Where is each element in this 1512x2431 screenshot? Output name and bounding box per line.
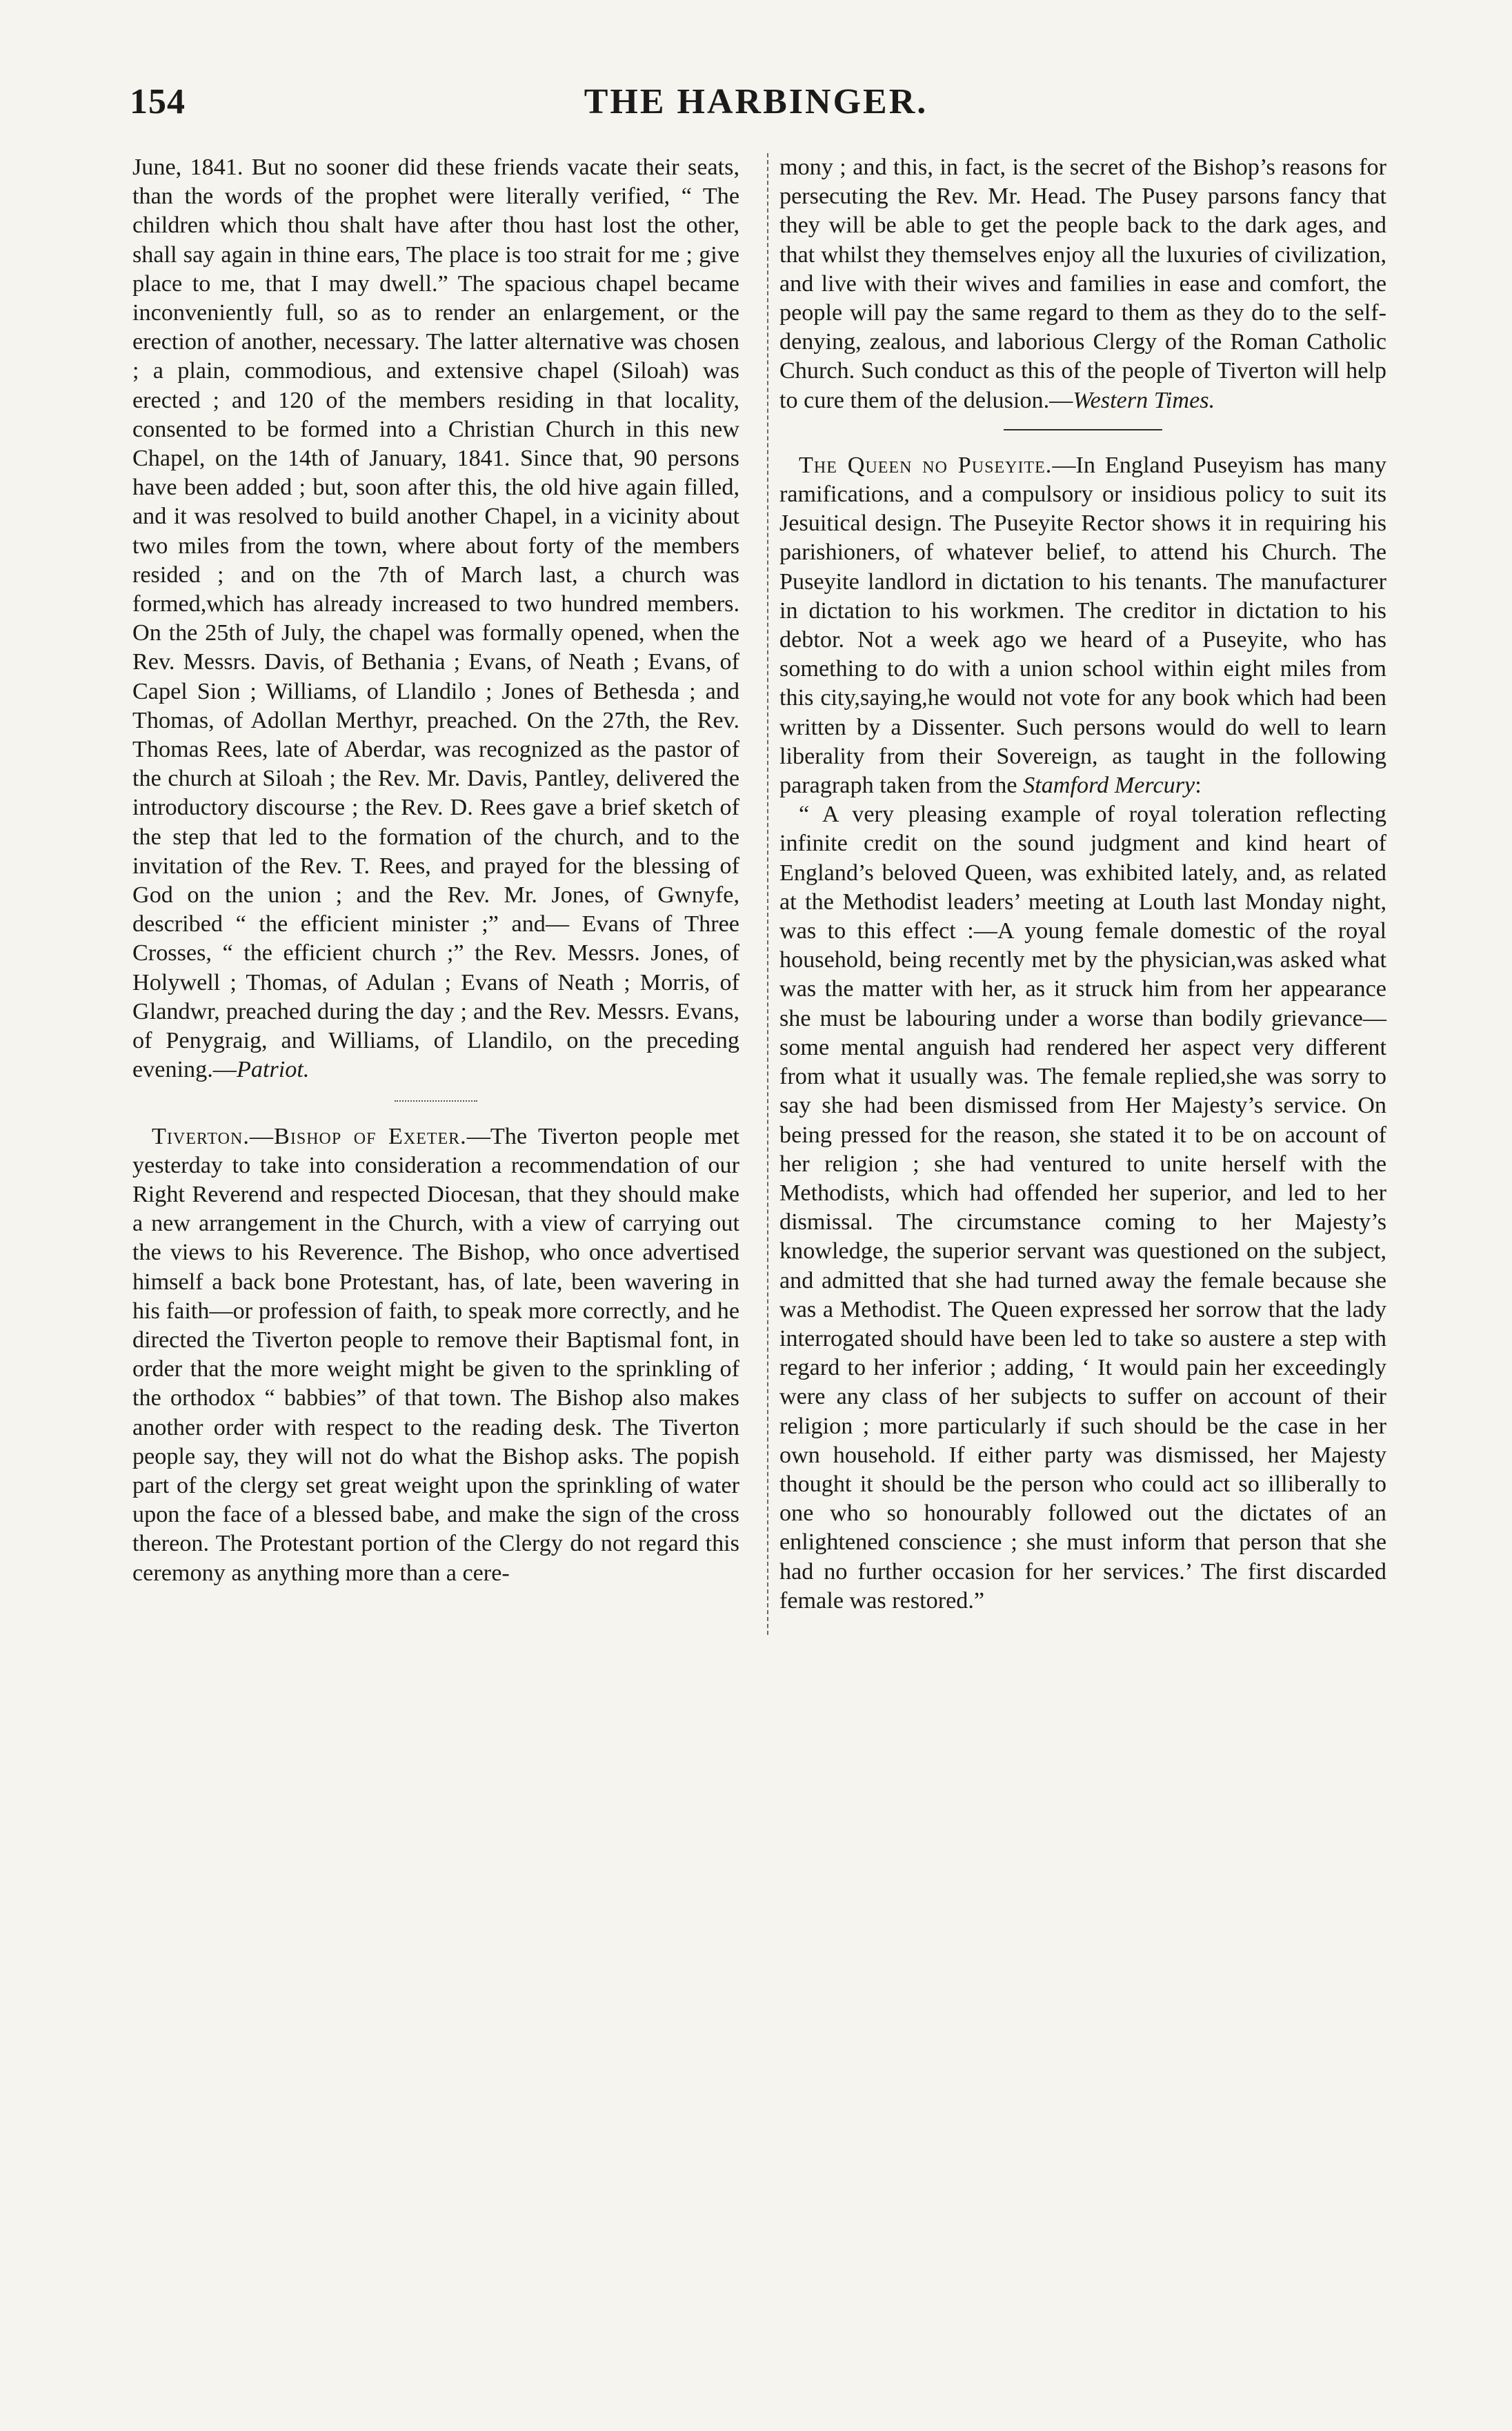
article-text: —The Tiverton people met yesterday to take into consideration a recommendation of our Right Reverend and respected Diocesan, that they should make a new arrangement in the Church, with a view of carrying out the views to his Reverence. The Bishop, who once advertised himself a back bone Protestant, has, of late, been wavering in his faith—or profession of faith, to speak more correctly, and he directed the Tiverton people to remove their Baptismal font, in order that the more weight might be given to the sprinkling of the orthodox “ babbies” of that town. The Bishop also makes another order with respect to the reading desk. The Tiverton people say, they will not do what the Bishop asks. The popish part of the clergy set great weight upon the sprinkling of water upon the face of a blessed babe, and make the sign of the cross thereon. The Protestant portion of the Clergy do not regard this ceremony as anything more than a cere-: [132, 1123, 739, 1586]
article-text: June, 1841. But no sooner did these friends vacate their seats, than the words of the prophet were literally verified, “ The children which thou shalt have after thou hast lost the other, shall say again in thine ears, The place is too strait for me ; give place to me, that I may dwell.” The spacious chapel became inconveniently full, so as to render an enlargement, or the erection of another, necessary. The latter alternative was chosen ; a plain, commodious, and extensive chapel (Siloah) was erected ; and 120 of the members residing in that locality, consented to be formed into a Christian Church in this new Chapel, on the 14th of January, 1841. Since that, 90 persons have been added ; but, soon after this, the old hive again filled, and it was resolved to build another Chapel, in a vicinity about two miles from the town, where about forty of the members resided ; and on the 7th of March last, a church was formed,which has already increased to two hundred members. On the 25th of July, the chapel was formally opened, when the Rev. Messrs. Davis, of Bethania ; Evans, of Neath ; Evans, of Capel Sion ; Williams, of Llandilo ; Jones of Bethesda ; and Thomas, of Adollan Merthyr, preached. On the 27th, the Rev. Thomas Rees, late of Aberdar, was recognized as the pastor of the church at Siloah ; the Rev. Mr. Davis, Pantley, delivered the introductory discourse ; the Rev. D. Rees gave a brief sketch of the step that led to the formation of the church, and to the invitation of the Rev. T. Rees, and prayed for the blessing of God on the union ; and the Rev. Mr. Jones, of Gwnyfe, described “ the efficient minister ;” and— Evans of Three Crosses, “ the efficient church ;” the Rev. Messrs. Jones, of Holywell ; Thomas, of Adulan ; Evans of Neath ; Morris, of Glandwr, preached during the day ; and the Rev. Messrs. Evans, of Penygraig, and Williams, of Llandilo, on the preceding evening.—: [132, 155, 739, 1083]
right-column: [779, 153, 1386, 1616]
page-number: 154: [130, 82, 186, 121]
running-title: THE HARBINGER.: [584, 82, 928, 121]
article-paragraph: [132, 1122, 739, 1588]
article-heading: The Queen no Puseyite.: [799, 452, 1053, 478]
article-paragraph: [132, 153, 739, 1085]
article-paragraph: [779, 153, 1386, 415]
article-text: :: [1195, 773, 1202, 799]
section-divider: [1004, 429, 1162, 430]
left-column: [132, 153, 739, 1588]
article-text: —In England Puseyism has many ramifications, and a compulsory or insidious policy to suit its Jesuitical design. The Puseyite Rector shows it in requiring his parishioners, of whatever belief, to attend his Church. The Puseyite landlord in dictation to his tenants. The manufacturer in dictation to his workmen. The creditor in dictation to his debtor. Not a week ago we heard of a Puseyite, who has something to do with a union school within eight miles from this city,saying,he would not vote for any book which had been written by a Dissenter. Such persons would do well to learn liberality from their Sovereign, as taught in the following paragraph taken from the: [779, 452, 1386, 799]
section-divider: [395, 1100, 477, 1102]
article-paragraph: [779, 451, 1386, 800]
source-credit: Western Times.: [1073, 387, 1215, 413]
article-heading: Tiverton.—Bishop of Exeter.: [152, 1123, 467, 1149]
newspaper-title: Stamford Mercury: [1023, 773, 1195, 799]
source-credit: Patriot.: [236, 1057, 310, 1083]
article-text: mony ; and this, in fact, is the secret of the Bishop’s reasons for persecuting the Rev. Mr. Head. The Pusey parsons fancy that they will be able to get the people back to the dark ages, and that whilst they themselves enjoy all the luxuries of civilization, and live with their wives and families in ease and comfort, the people will pay the same regard to them as they do to the self-denying, zealous, and laborious Clergy of the Roman Catholic Church. Such conduct as this of the people of Tiverton will help to cure them of the delusion.—: [779, 155, 1386, 413]
column-rule: [767, 153, 768, 1635]
quoted-paragraph: “ A very pleasing example of royal toleration reflecting infinite credit on the sound judgment and kind heart of England’s beloved Queen, was exhibited lately, and, as related at the Methodist leaders’ meeting at Louth last Monday night, was to this effect :—A young female domestic of the royal household, being recently met by the physician,was asked what was the matter with her, as it struck him from her appearance she must be labouring under a worse than bodily grievance—some mental anguish had rendered her aspect very different from what it usually was. The female replied,she was sorry to say she had been dismissed from Her Majesty’s service. On being pressed for the reason, she stated it to be on account of her religion ; she had ventured to unite herself with the Methodists, which had offended her superior, and led to her dismissal. The circumstance coming to her Majesty’s knowledge, the superior servant was questioned on the subject, and admitted that she had turned away the female because she was a Methodist. The Queen expressed her sorrow that the lady interrogated should have been led to take so austere a step with regard to her inferior ; adding, ‘ It would pain her exceedingly were any class of her subjects to suffer on account of their religion ; more particularly if such should be the case in her own household. If either party was dismissed, her Majesty thought it should be the person who could act so illiberally to one who so honourably followed out the dictates of an enlightened conscience ; she must inform that person that she had no further occasion for her services.’ The first discarded female was restored.”: [779, 802, 1386, 1614]
